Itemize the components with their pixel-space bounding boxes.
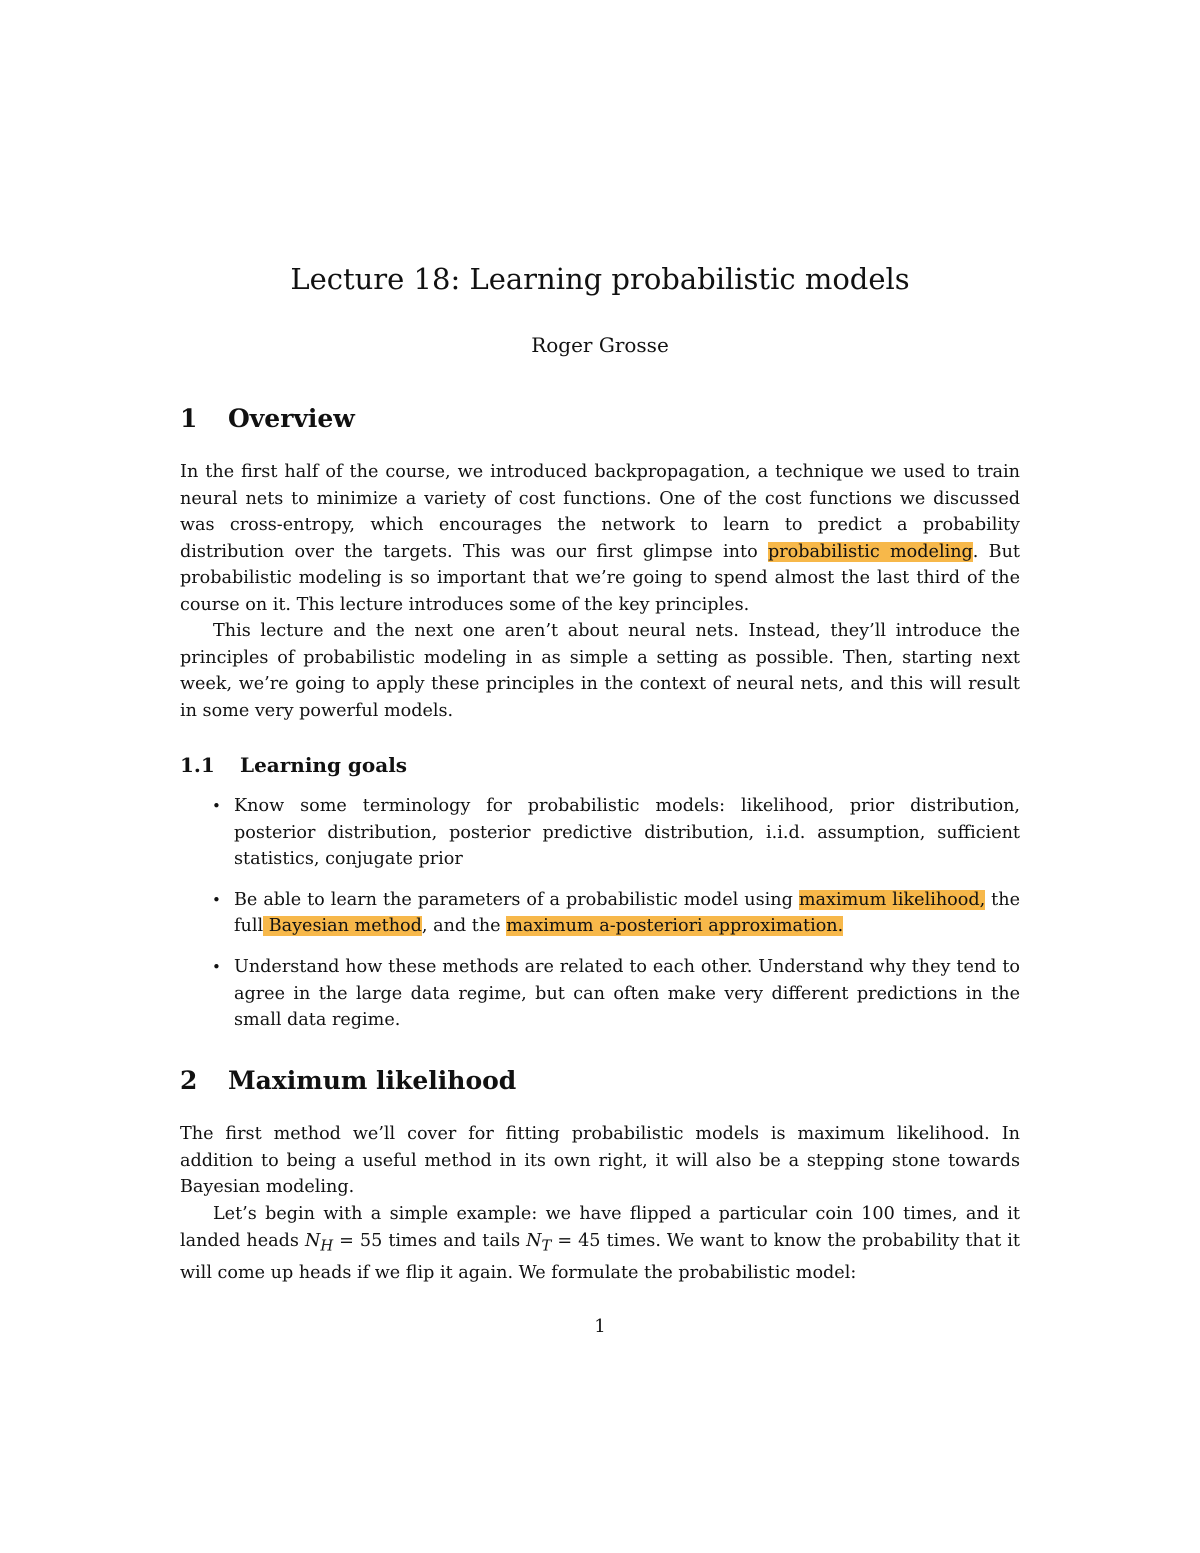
math-n-heads: $N_H$ [304, 1230, 334, 1255]
highlight: maximum a-posteriori approximation. [506, 916, 844, 937]
overview-paragraph-2: This lecture and the next one aren’t about neural nets. Instead, they’ll introduce the principles of probabilistic modeling in as simple a setting as possible. Then, starting next week, we’re going to apply these principles in the context of neural nets, and this will result in some very powerful models. [180, 621, 1020, 721]
section-title: Overview [228, 404, 355, 433]
list-item: • Be able to learn the parameters of a probabilistic model using maximum likelihood, the full Bayesian method, and the maximum a-posteriori approximation. [180, 887, 1020, 940]
ml-paragraph-2: Let’s begin with a simple example: we have flipped a particular coin 100 times, and it landed heads $N_H = 55$ times and tails $N_T = 45$ times. We want to know the probability that it will come up heads if we flip it again. We formulate the probabilistic model: [180, 1204, 1021, 1283]
section-number: 2 [180, 1066, 198, 1095]
list-item: • Understand how these methods are related to each other. Understand why they tend to agree in the large data regime, but can often make very different predictions in the small data regime. [180, 954, 1020, 1034]
subsection-title: Learning goals [240, 753, 408, 777]
section-number: 1 [180, 404, 198, 433]
bullet-icon: • [212, 890, 221, 909]
overview-paragraph-1: In the first half of the course, we introduced backpropagation, a technique we used to train neural nets to minimize a variety of cost functions. One of the cost functions we discussed was cross-entropy, which encourages the network to learn to predict a probability distribution over the targets. This was our first glimpse into probabilistic modeling. But probabilistic modeling is so important that we’re going to spend almost the last third of the course on it. This lecture introduces some of the key principles. [180, 462, 1021, 615]
author-name: Roger Grosse [531, 333, 669, 357]
bullet-icon: • [212, 797, 221, 815]
page-number: 1 [594, 1316, 606, 1337]
highlight: maximum likelihood, [798, 889, 986, 910]
subsection-heading-learning-goals [180, 753, 407, 777]
ml-paragraph-1: The first method we’ll cover for fitting probabilistic models is maximum likelihood. In addition to being a useful method in its own right, it will also be a stepping stone towards Bayesian modeling. [180, 1124, 1020, 1198]
highlight: Bayesian method [263, 916, 422, 937]
section-title: Maximum likelihood [228, 1066, 517, 1095]
section-heading-maximum-likelihood [180, 1066, 516, 1095]
learning-goals-list [180, 793, 1020, 1034]
math-n-tails: $N_T$ [526, 1230, 552, 1255]
subsection-number: 1.1 [180, 753, 215, 777]
highlight: probabilistic modeling [767, 541, 973, 562]
list-item: • Know some terminology for probabilistic models: likelihood, prior distribution, posterior distribution, posterior predictive distribution, i.i.d. assumption, sufficient statistics, conjugate prior [180, 793, 1020, 873]
document-title: Lecture 18: Learning probabilistic models [290, 262, 910, 296]
bullet-icon: • [212, 957, 221, 976]
section-heading-overview [180, 404, 355, 433]
